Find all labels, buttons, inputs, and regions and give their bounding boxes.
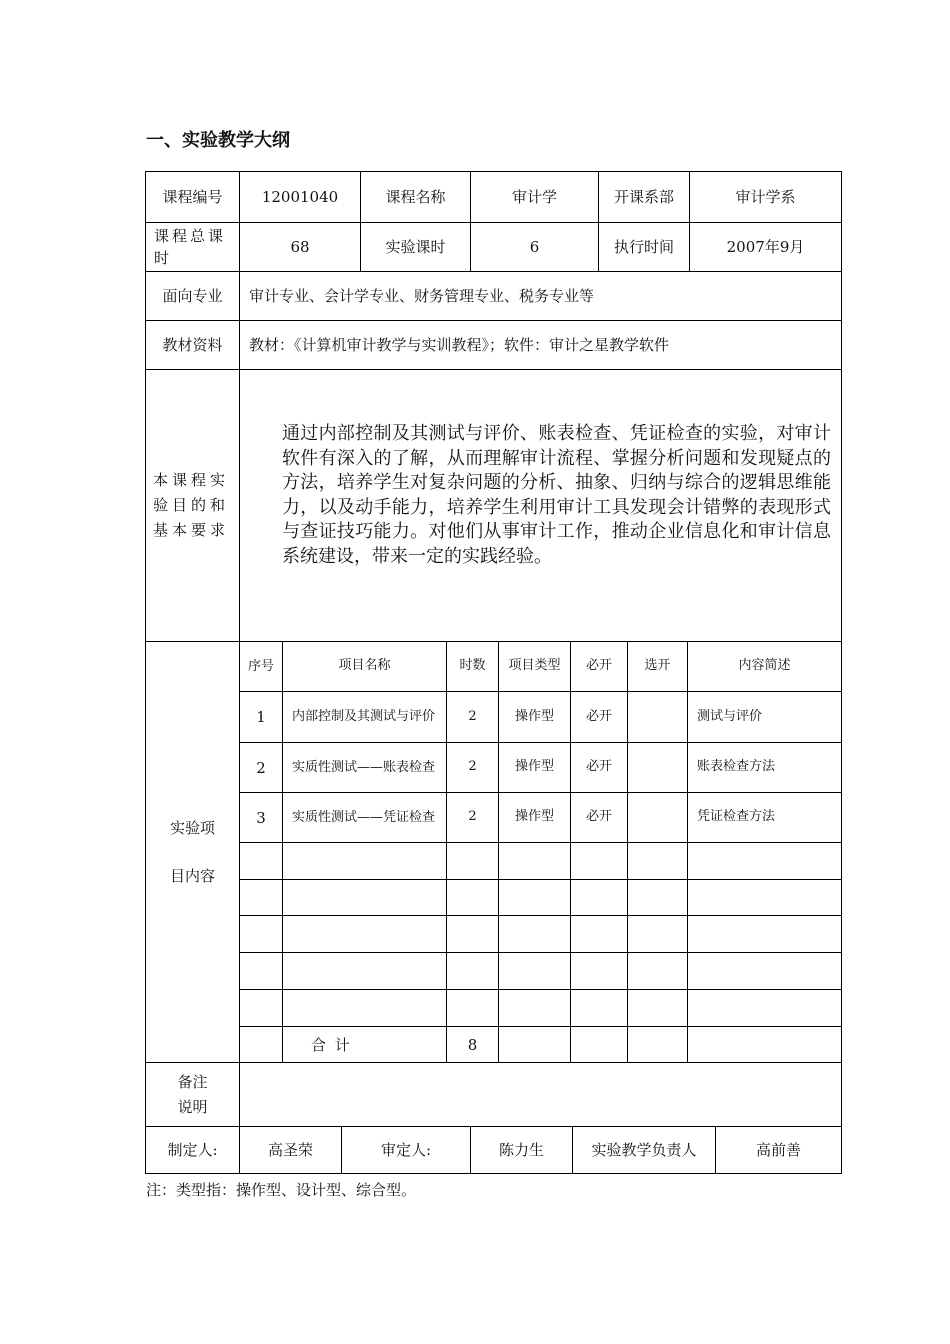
empty-cell (240, 953, 283, 989)
empty-cell (499, 880, 571, 915)
empty-cell (628, 843, 688, 879)
empty-cell (688, 880, 841, 915)
course-code-label: 课程编号 (146, 172, 240, 222)
cell-hours: 2 (447, 743, 499, 792)
header-hours: 时数 (447, 642, 499, 691)
lead-label: 实验教学负责人 (573, 1127, 716, 1173)
author-label: 制定人: (146, 1127, 240, 1173)
empty-row (240, 990, 841, 1027)
lab-hours: 6 (471, 223, 599, 271)
empty-cell (571, 953, 628, 989)
cell-type: 操作型 (499, 793, 571, 842)
exec-time-label: 执行时间 (599, 223, 690, 271)
empty-cell (628, 916, 688, 952)
section-heading: 一、实验教学大纲 (146, 130, 290, 151)
total-cell (628, 1027, 688, 1063)
cell-hours: 2 (447, 793, 499, 842)
cell-no: 1 (240, 692, 283, 742)
empty-cell (571, 990, 628, 1026)
cell-desc: 账表检查方法 (697, 759, 776, 775)
empty-cell (628, 953, 688, 989)
goal-label: 本课程实验目的和基本要求 (146, 370, 240, 641)
projects-label-line2: 目内容 (169, 867, 215, 885)
projects-label (146, 642, 240, 1062)
header-no: 序号 (240, 642, 283, 691)
cell-desc: 凭证检查方法 (697, 809, 776, 825)
hours-row (146, 223, 841, 272)
dept: 审计学系 (735, 187, 796, 206)
footnote: 注：类型指：操作型、设计型、综合型。 (146, 1181, 417, 1199)
goal-row (146, 370, 841, 642)
projects-label-line1: 实验项 (169, 819, 215, 837)
empty-cell (283, 880, 447, 915)
empty-cell (283, 843, 447, 879)
cell-no: 2 (240, 743, 283, 792)
total-cell (499, 1027, 571, 1063)
total-cell (240, 1027, 283, 1063)
empty-cell (628, 880, 688, 915)
total-label: 合 计 (283, 1027, 447, 1063)
header-name: 项目名称 (283, 642, 447, 691)
empty-cell (688, 953, 841, 989)
cell-type: 操作型 (499, 692, 571, 742)
empty-cell (688, 990, 841, 1026)
cell-optional (628, 692, 688, 742)
cell-name: 实质性测试——账表检查 (283, 743, 447, 792)
table-row (240, 793, 841, 843)
major-label: 面向专业 (146, 272, 240, 320)
empty-cell (447, 880, 499, 915)
goal-content (240, 370, 841, 641)
empty-cell (571, 843, 628, 879)
empty-cell (688, 843, 841, 879)
course-name: 审计学 (471, 172, 599, 222)
major: 审计专业、会计学专业、财务管理专业、税务专业等 (249, 286, 595, 305)
empty-cell (240, 843, 283, 879)
remarks-label-line1: 备注 (177, 1072, 208, 1091)
cell-type: 操作型 (499, 743, 571, 792)
material-label: 教材资料 (146, 321, 240, 369)
empty-cell (283, 953, 447, 989)
cell-desc: 测试与评价 (697, 708, 763, 724)
empty-cell (447, 990, 499, 1026)
total-row (240, 1027, 841, 1063)
course-info-row (146, 172, 841, 223)
material: 教材：《计算机审计教学与实训教程》；软件：审计之星教学软件 (249, 335, 670, 354)
remarks-label (146, 1063, 240, 1126)
empty-cell (240, 990, 283, 1026)
course-code: 12001040 (240, 172, 361, 222)
empty-cell (571, 880, 628, 915)
lab-hours-label: 实验课时 (361, 223, 471, 271)
empty-cell (447, 916, 499, 952)
table-row (240, 743, 841, 793)
header-optional: 选开 (628, 642, 688, 691)
empty-cell (499, 916, 571, 952)
cell-name: 内部控制及其测试与评价 (283, 692, 447, 742)
cell-hours: 2 (447, 692, 499, 742)
empty-cell (499, 843, 571, 879)
total-hours: 68 (240, 223, 361, 271)
header-desc: 内容简述 (738, 658, 791, 674)
major-row (146, 272, 841, 321)
cell-required: 必开 (571, 692, 628, 742)
cell-required: 必开 (571, 743, 628, 792)
cell-no: 3 (240, 793, 283, 842)
dept-label: 开课系部 (599, 172, 690, 222)
empty-row (240, 880, 841, 916)
remarks-text (240, 1063, 841, 1126)
cell-optional (628, 743, 688, 792)
empty-row (240, 843, 841, 880)
total-cell (571, 1027, 628, 1063)
material-row (146, 321, 841, 370)
empty-cell (447, 843, 499, 879)
empty-cell (688, 916, 841, 952)
lead: 高前善 (755, 1140, 801, 1159)
empty-cell (499, 953, 571, 989)
total-cell (688, 1027, 841, 1063)
empty-cell (240, 880, 283, 915)
empty-row (240, 916, 841, 953)
exec-time: 2007年9月 (726, 237, 805, 256)
empty-row (240, 953, 841, 990)
projects-header-row (240, 642, 841, 692)
table-row (240, 692, 841, 743)
empty-cell (571, 916, 628, 952)
reviewer-label: 审定人: (342, 1127, 471, 1173)
remarks-row (146, 1063, 841, 1127)
cell-required: 必开 (571, 793, 628, 842)
empty-cell (283, 990, 447, 1026)
total-hours-label: 课程总课时 (146, 223, 240, 271)
goal-text: 通过内部控制及其测试与评价、账表检查、凭证检查的实验，对审计软件有深入的了解，从而理解审计流程、掌握分析问题和发现疑点的方法，培养学生对复杂问题的分析、抽象、归纳与综合的逻辑思维能力，以及动手能力，培养学生利用审计工具发现会计错弊的表现形式与查证技巧能力。对他们从事审计工作，推动企业信息化和审计信息系统建设，带来一定的实践经验。 (282, 423, 831, 567)
empty-cell (628, 990, 688, 1026)
syllabus-table (145, 171, 842, 1174)
reviewer: 陈力生 (471, 1127, 573, 1173)
empty-cell (499, 990, 571, 1026)
empty-cell (240, 916, 283, 952)
projects-row (146, 642, 841, 1063)
empty-cell (283, 916, 447, 952)
cell-optional (628, 793, 688, 842)
cell-name: 实质性测试——凭证检查 (283, 793, 447, 842)
author: 高圣荣 (240, 1127, 342, 1173)
course-name-label: 课程名称 (361, 172, 471, 222)
total-hours: 8 (447, 1027, 499, 1063)
remarks-label-line2: 说明 (177, 1097, 208, 1116)
projects-table (240, 642, 841, 1062)
signature-row (146, 1127, 841, 1173)
header-required: 必开 (571, 642, 628, 691)
header-type: 项目类型 (499, 642, 571, 691)
empty-cell (447, 953, 499, 989)
